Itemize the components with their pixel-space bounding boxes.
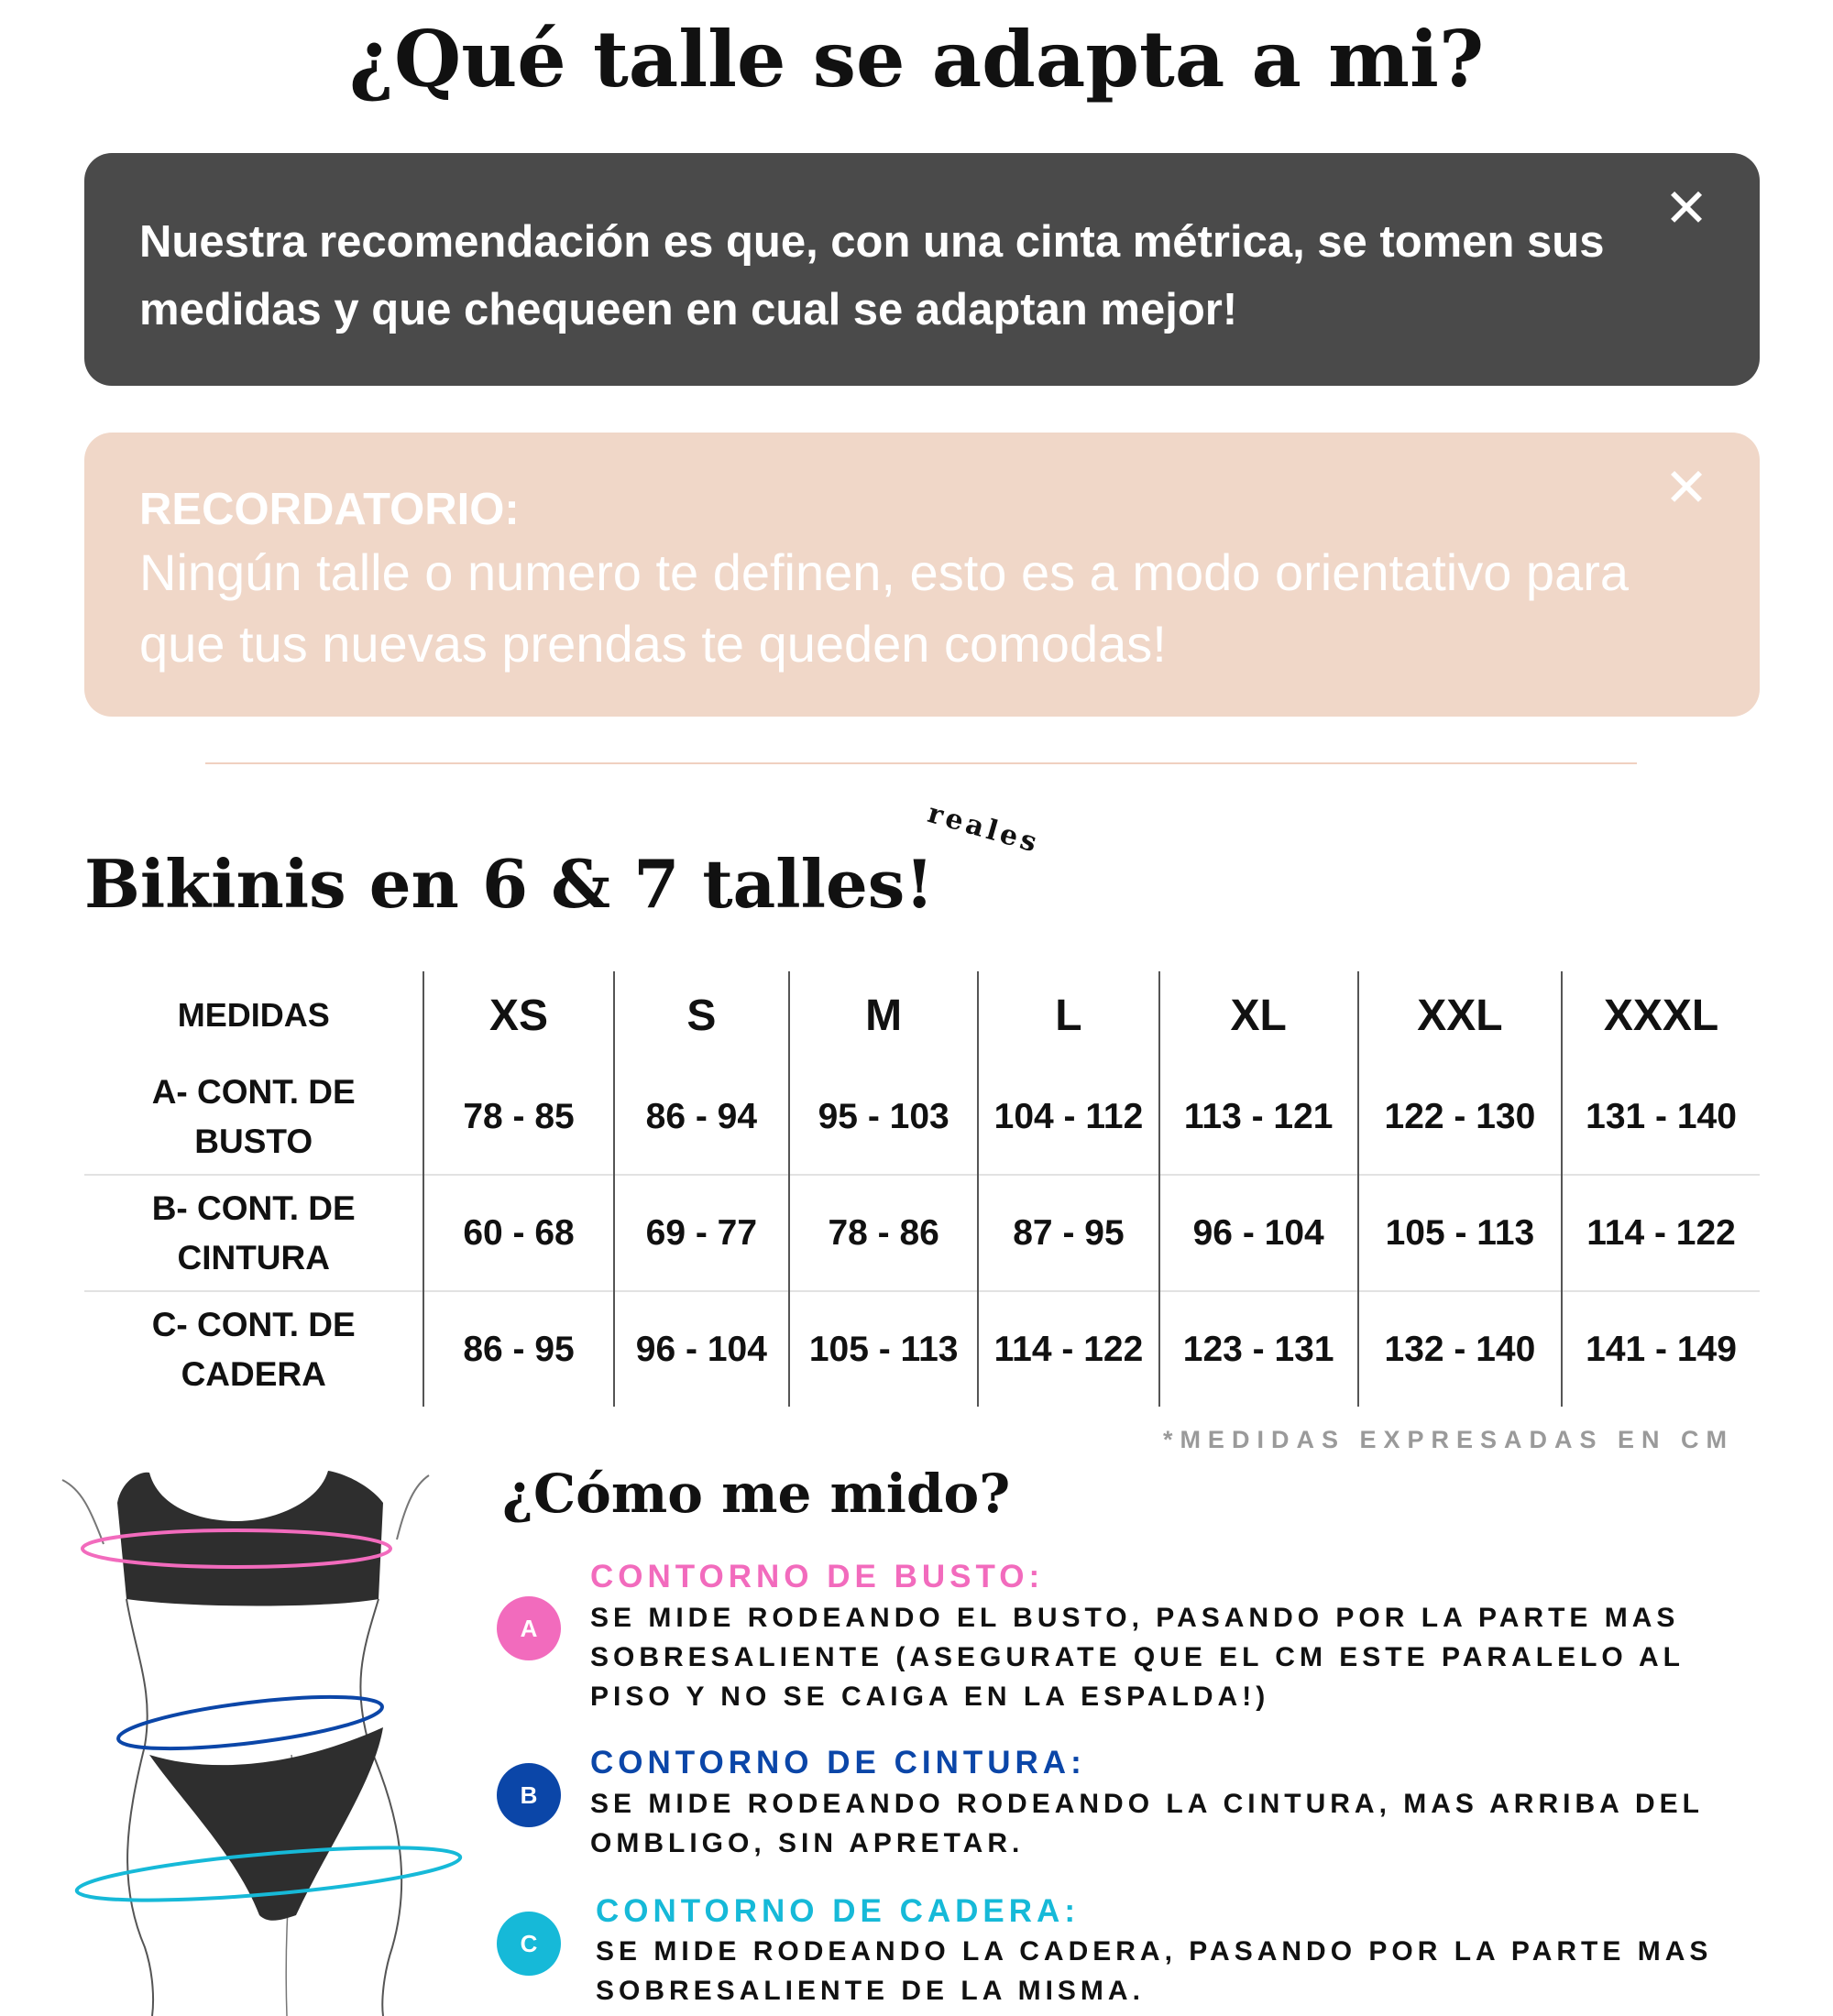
table-cell: 105 - 113 — [789, 1291, 978, 1407]
right-body-line — [360, 1599, 401, 2016]
measure-title: CONTORNO DE CADERA: — [596, 1893, 1080, 1929]
column-header: XXXL — [1562, 971, 1760, 1059]
table-cell: 122 - 130 — [1358, 1059, 1562, 1175]
row-label: B- CONT. DE CINTURA — [84, 1175, 423, 1291]
table-cell: 132 - 140 — [1358, 1291, 1562, 1407]
table-cell: 96 - 104 — [614, 1291, 789, 1407]
column-header: S — [614, 971, 789, 1059]
column-header: MEDIDAS — [177, 996, 330, 1034]
right-arm-line — [397, 1475, 429, 1539]
table-cell: 95 - 103 — [789, 1059, 978, 1175]
table-cell: 123 - 131 — [1159, 1291, 1358, 1407]
tag-c: C — [497, 1912, 561, 1976]
reminder-text: Ningún talle o numero te definen, esto es a modo orientativo para que tus nuevas prendas te queden comodas! — [139, 543, 1630, 673]
measure-title: CONTORNO DE CINTURA: — [590, 1745, 1086, 1780]
bikini-bottom-shape — [149, 1727, 383, 1921]
table-cell: 69 - 77 — [614, 1175, 789, 1291]
column-header: XXL — [1358, 971, 1562, 1059]
row-label: A- CONT. DE BUSTO — [151, 1072, 356, 1160]
table-cell: 87 - 95 — [978, 1175, 1158, 1291]
page-title: ¿Qué talle se adapta a mi? — [348, 14, 1485, 104]
table-cell: 114 - 122 — [1562, 1175, 1760, 1291]
left-arm-line — [62, 1480, 104, 1544]
recommendation-card — [84, 153, 1760, 386]
tag-b: B — [497, 1763, 561, 1827]
how-to-measure-heading: ¿Cómo me mido? — [502, 1463, 1011, 1525]
close-icon[interactable]: ✕ — [1663, 177, 1709, 239]
reminder-heading: RECORDATORIO: — [139, 485, 520, 534]
table-cell: 86 - 95 — [423, 1291, 613, 1407]
table-cell: 114 - 122 — [978, 1291, 1158, 1407]
section-divider — [205, 762, 1637, 764]
row-label: C- CONT. DE CADERA — [84, 1291, 423, 1407]
measure-title: CONTORNO DE BUSTO: — [590, 1559, 1045, 1594]
bikinis-heading: Bikinis en 6 & 7 talles! — [84, 845, 934, 923]
reales-badge: reales — [924, 797, 1044, 860]
units-note: *MEDIDAS EXPRESADAS EN CM — [1162, 1426, 1734, 1453]
table-cell: 78 - 85 — [423, 1059, 613, 1175]
table-cell: 86 - 94 — [614, 1059, 789, 1175]
close-icon[interactable]: ✕ — [1663, 456, 1709, 519]
table-cell: 131 - 140 — [1562, 1059, 1760, 1175]
column-header: XL — [1159, 971, 1358, 1059]
column-header: M — [789, 971, 978, 1059]
table-cell: 113 - 121 — [1159, 1059, 1358, 1175]
measure-text: SE MIDE RODEANDO LA CADERA, PASANDO POR LA PARTE MAS SOBRESALIENTE DE LA MISMA. — [596, 1936, 1713, 2006]
reminder-card — [84, 433, 1760, 717]
recommendation-text: Nuestra recomendación es que, con una cinta métrica, se tomen sus medidas y que chequeen en cual se adaptan mejor! — [139, 217, 1605, 334]
column-header: L — [978, 971, 1158, 1059]
measure-text: SE MIDE RODEANDO EL BUSTO, PASANDO POR LA PARTE MAS SOBRESALIENTE (ASEGURATE QUE EL CM ESTE PARALELO AL PISO Y NO SE CAIGA EN LA ESPALDA!) — [590, 1603, 1685, 1712]
size-table — [84, 971, 1760, 1407]
column-header: XS — [423, 971, 613, 1059]
body-measurement-illustration — [53, 1452, 475, 2016]
bikini-top-shape — [117, 1471, 383, 1606]
table-row — [84, 1059, 1760, 1175]
table-row — [84, 1291, 1760, 1407]
measure-text: SE MIDE RODEANDO RODEANDO LA CINTURA, MAS ARRIBA DEL OMBLIGO, SIN APRETAR. — [590, 1789, 1704, 1858]
table-header-row — [84, 971, 1760, 1059]
table-cell: 96 - 104 — [1159, 1175, 1358, 1291]
table-cell: 104 - 112 — [978, 1059, 1158, 1175]
table-cell: 105 - 113 — [1358, 1175, 1562, 1291]
table-row — [84, 1175, 1760, 1291]
tag-a: A — [497, 1596, 561, 1660]
left-body-line — [126, 1599, 153, 2016]
table-cell: 78 - 86 — [789, 1175, 978, 1291]
table-cell: 60 - 68 — [423, 1175, 613, 1291]
table-cell: 141 - 149 — [1562, 1291, 1760, 1407]
